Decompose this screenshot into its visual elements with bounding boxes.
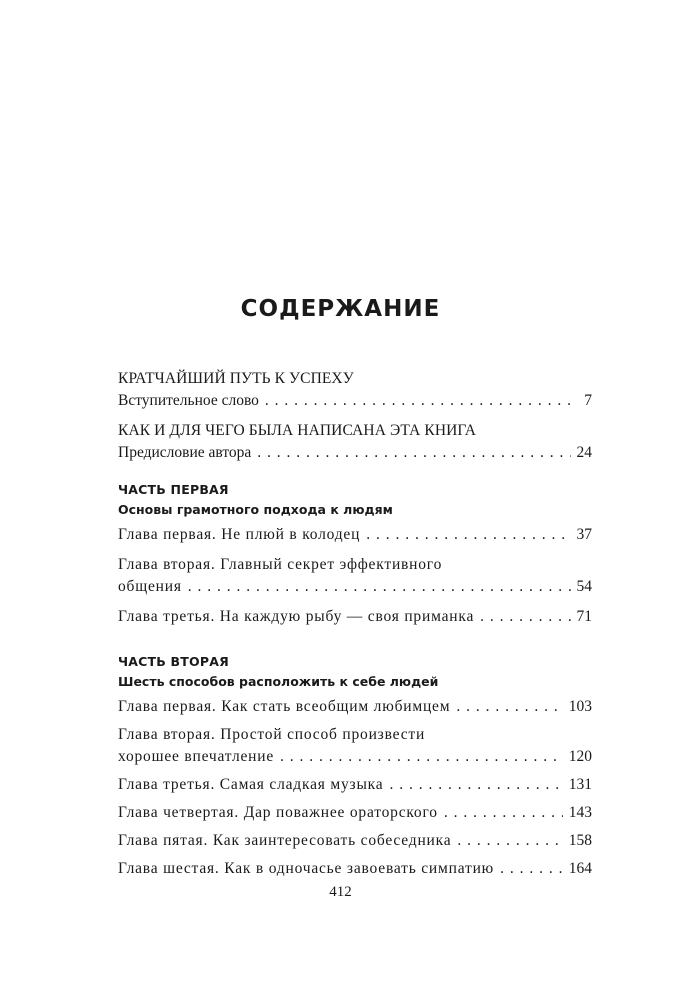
toc-chapter-title: Глава третья. На каждую рыбу — своя приманка	[118, 608, 475, 625]
toc-chapter[interactable]	[118, 830, 592, 852]
page-title: СОДЕРЖАНИЕ	[240, 296, 441, 322]
toc-page-number: 7	[584, 392, 592, 409]
leader-dots	[257, 442, 570, 464]
toc-chapter-title: Глава шестая. Как в одночасье завоевать симпатию	[118, 860, 495, 877]
toc-line[interactable]	[118, 390, 592, 412]
toc-page-number: 37	[576, 526, 592, 543]
toc-part-subtitle: Основы грамотного подхода к людям	[118, 502, 393, 517]
toc-chapter-title: Глава четвертая. Дар поважнее ораторского	[118, 804, 438, 821]
toc-page-number: 54	[576, 578, 592, 595]
toc-chapter-title: Глава третья. Самая сладкая музыка	[118, 776, 384, 793]
toc-chapter-title-line1: Глава вторая. Главный секрет эффективного	[118, 556, 443, 573]
toc-part-title: ЧАСТЬ ПЕРВАЯ	[118, 482, 229, 497]
toc-page-number: 71	[576, 608, 592, 625]
toc-intro-heading: КРАТЧАЙШИЙ ПУТЬ К УСПЕХУ	[118, 370, 354, 387]
toc-page-number: 103	[568, 698, 592, 715]
toc-intro-subtitle: Предисловие автора	[118, 444, 252, 461]
toc-page-number: 158	[568, 832, 592, 849]
toc-part	[118, 480, 592, 628]
toc-part-title: ЧАСТЬ ВТОРАЯ	[118, 654, 229, 669]
toc-intro-heading: КАК И ДЛЯ ЧЕГО БЫЛА НАПИСАНА ЭТА КНИГА	[118, 422, 477, 439]
leader-dots	[389, 774, 562, 796]
toc-chapter[interactable]	[118, 696, 592, 718]
leader-dots	[456, 696, 562, 718]
toc-chapter[interactable]	[118, 802, 592, 824]
toc-page-number: 164	[568, 860, 592, 877]
toc-chapter-title: Глава первая. Как стать всеобщим любимцем	[118, 698, 451, 715]
toc-page-number: 24	[576, 444, 592, 461]
leader-dots	[480, 606, 570, 628]
leader-dots	[500, 858, 563, 880]
toc-page-number: 120	[568, 748, 592, 765]
toc-chapter[interactable]	[118, 554, 592, 598]
toc-chapter[interactable]	[118, 524, 592, 546]
leader-dots	[280, 746, 563, 768]
toc-chapter-title-line2: хорошее впечатление	[118, 748, 275, 765]
leader-dots	[457, 830, 562, 852]
toc-part-subtitle: Шесть способов расположить к себе людей	[118, 674, 439, 689]
toc-intro-entry	[118, 420, 592, 464]
toc-line[interactable]	[118, 442, 592, 464]
toc-chapter[interactable]	[118, 606, 592, 628]
leader-dots	[188, 576, 571, 598]
toc-chapter-title-line2: общения	[118, 578, 182, 595]
toc-intro-entry	[118, 368, 592, 412]
toc-chapter[interactable]	[118, 724, 592, 768]
toc-part	[118, 652, 592, 880]
page-number: 412	[329, 884, 352, 900]
leader-dots	[366, 524, 570, 546]
leader-dots	[444, 802, 563, 824]
toc-chapter-title: Глава первая. Не плюй в колодец	[118, 526, 361, 543]
toc-page-number: 143	[568, 804, 592, 821]
toc-chapter[interactable]	[118, 858, 592, 880]
toc-intro-subtitle: Вступительное слово	[118, 392, 259, 409]
toc-page-number: 131	[568, 776, 592, 793]
toc-chapter[interactable]	[118, 774, 592, 796]
toc-chapter-title-line1: Глава вторая. Простой способ произвести	[118, 726, 426, 743]
leader-dots	[265, 390, 578, 412]
table-of-contents	[118, 368, 592, 880]
toc-chapter-title: Глава пятая. Как заинтересовать собеседника	[118, 832, 452, 849]
